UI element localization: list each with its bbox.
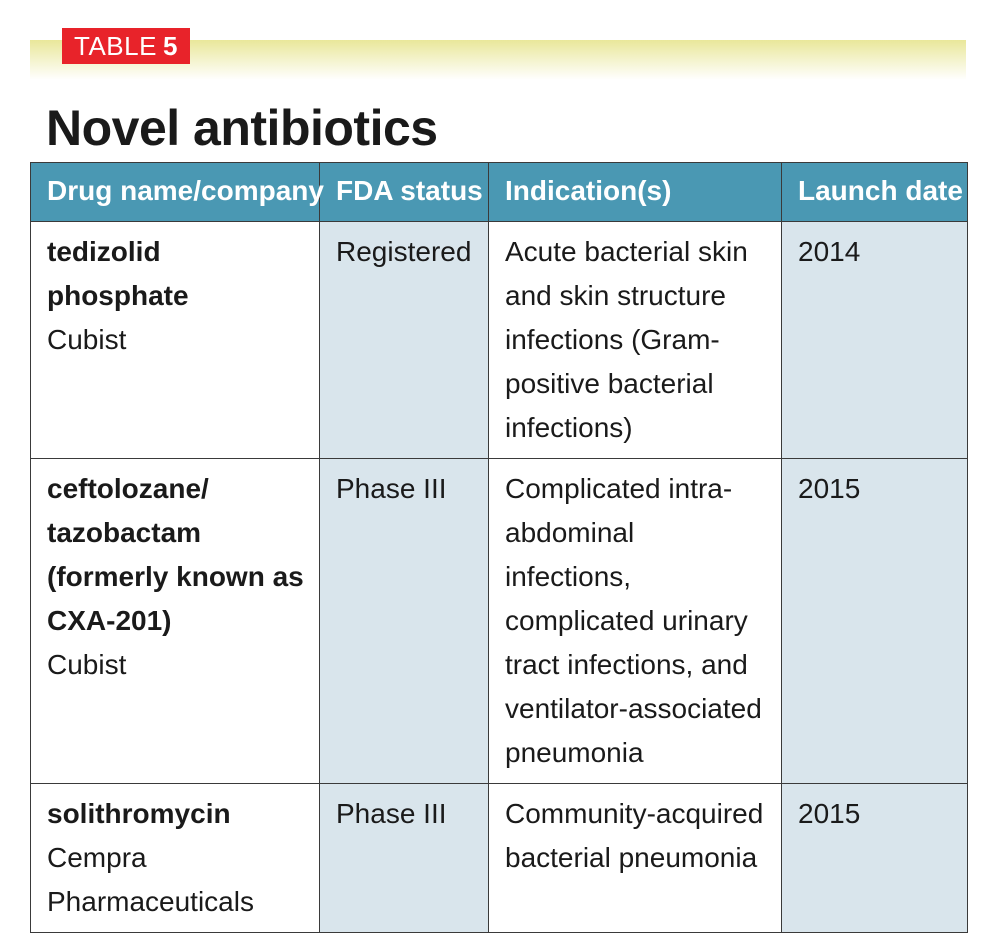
company-name: Cubist — [47, 324, 127, 355]
launch-date-cell: 2015 — [782, 784, 968, 933]
drug-cell — [31, 784, 320, 933]
drug-cell — [31, 459, 320, 784]
tag-number: 5 — [162, 31, 178, 61]
indication-cell: Complicated intra-abdominal infections, complicated urinary tract infections, and ventilator-associated pneumonia — [489, 459, 782, 784]
table-row — [31, 222, 968, 459]
launch-date-cell: 2014 — [782, 222, 968, 459]
tag-prefix: TABLE — [74, 31, 157, 61]
page-title: Novel antibiotics — [46, 100, 438, 156]
table-header-row — [31, 163, 968, 222]
launch-date-cell: 2015 — [782, 459, 968, 784]
indication-cell: Acute bacterial skin and skin structure infections (Gram-positive bacterial infections) — [489, 222, 782, 459]
antibiotics-table — [30, 162, 968, 933]
fda-status-cell: Registered — [320, 222, 489, 459]
indication-cell: Community-acquired bacterial pneumonia — [489, 784, 782, 933]
drug-name: ceftolozane/ tazobactam (formerly known as CXA-201) — [47, 473, 304, 636]
column-header-drug: Drug name/company — [31, 163, 320, 222]
drug-name: tedizolid phosphate — [47, 236, 189, 311]
company-name: Cempra Pharmaceuticals — [47, 842, 254, 917]
column-header-fda-status: FDA status — [320, 163, 489, 222]
fda-status-cell: Phase III — [320, 784, 489, 933]
table-row — [31, 459, 968, 784]
column-header-indications: Indication(s) — [489, 163, 782, 222]
drug-cell — [31, 222, 320, 459]
table-number-tag — [62, 28, 190, 64]
fda-status-cell: Phase III — [320, 459, 489, 784]
column-header-launch-date: Launch date — [782, 163, 968, 222]
company-name: Cubist — [47, 649, 127, 680]
drug-name: solithromycin — [47, 798, 231, 829]
table-row — [31, 784, 968, 933]
